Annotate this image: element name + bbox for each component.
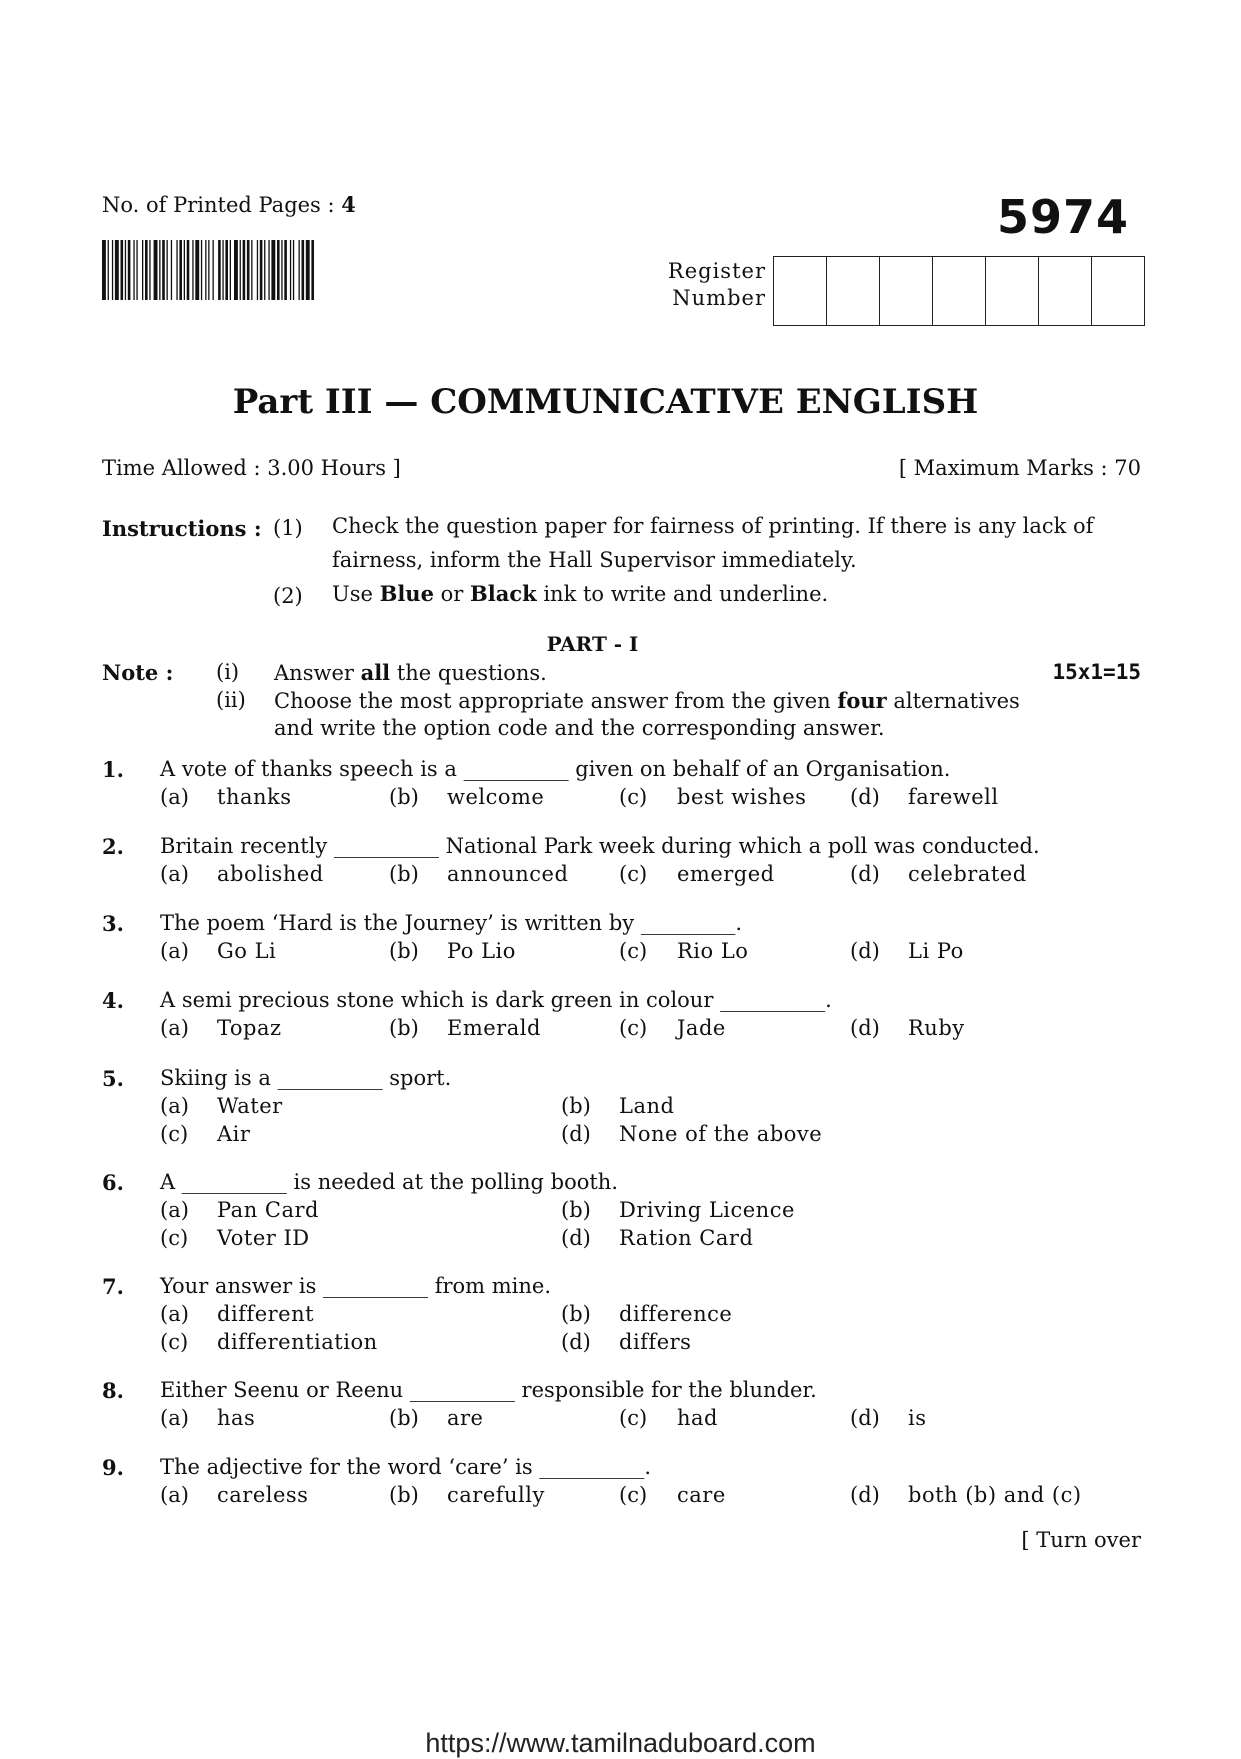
question-pre: A [160,1170,182,1194]
barcode-bar [184,240,185,300]
barcode-bar [201,240,202,300]
option-label: (d) [850,1406,880,1430]
question-pre: A semi precious stone which is dark green in colour [160,988,721,1012]
note-score: 15x1=15 [1052,660,1141,684]
option-label: (b) [389,1483,419,1507]
barcode-bar [171,240,172,300]
option-label: (c) [619,785,648,809]
barcode-bar [251,240,252,300]
instruction-number: (2) [273,584,303,608]
question-post: . [644,1455,652,1479]
barcode-bar [260,240,263,300]
barcode-bar [311,240,314,300]
question-number: 9. [102,1455,124,1480]
option-label: (d) [850,1016,880,1040]
option-text: Emerald [447,1016,541,1040]
option-label: (b) [561,1094,591,1118]
option-label: (c) [619,1483,648,1507]
option-label: (b) [389,862,419,886]
option-text: differs [619,1330,692,1354]
barcode-bar [277,240,280,300]
maximum-marks: [ Maximum Marks : 70 [898,456,1141,480]
barcode-bar [108,240,109,300]
register-digit-box[interactable] [933,257,986,325]
question-post: sport. [382,1066,452,1090]
barcode-bar [179,240,182,300]
question-number: 5. [102,1066,124,1091]
question-blank: __________ [277,1066,383,1090]
option-text: careless [217,1483,309,1507]
question-pre: Either Seenu or Reenu [160,1378,410,1402]
note-text-line2: and write the option code and the corresponding answer. [274,716,885,740]
option-label: (c) [619,1406,648,1430]
option-text: thanks [217,785,292,809]
option-label: (d) [850,785,880,809]
barcode-bar [284,240,287,300]
register-digit-box[interactable] [1039,257,1092,325]
option-text: Air [217,1122,251,1146]
option-label: (c) [619,862,648,886]
option-label: (b) [389,785,419,809]
option-text: has [217,1406,256,1430]
question-blank: __________ [323,1274,429,1298]
question-number: 8. [102,1378,124,1403]
barcode-bar [133,240,134,300]
instruction-1-line1: Check the question paper for fairness of printing. If there is any lack of [332,514,1094,538]
option-label: (d) [850,1483,880,1507]
barcode-bar [290,240,291,300]
option-text: emerged [677,862,775,886]
question-blank: _________ [640,911,736,935]
barcode-bar [208,240,209,300]
barcode-bar [149,240,150,300]
question-number: 7. [102,1274,124,1299]
barcode-bar [162,240,165,300]
question-number: 1. [102,757,124,782]
printed-pages [102,192,356,217]
question-number: 3. [102,911,124,936]
option-text: welcome [447,785,545,809]
question-pre: Skiing is a [160,1066,278,1090]
option-text: abolished [217,862,324,886]
option-text: Li Po [908,939,964,963]
barcode-bar [271,240,275,300]
note-number: (ii) [216,688,246,712]
footer-url[interactable]: https://www.tamilnaduboard.com [425,1728,816,1758]
time-allowed: Time Allowed : 3.00 Hours ] [102,456,401,480]
register-digit-box[interactable] [827,257,880,325]
question-post: from mine. [428,1274,552,1298]
barcode-bar [299,240,300,300]
question-text [160,1170,618,1194]
question-blank: __________ [463,757,569,781]
option-text: Driving Licence [619,1198,795,1222]
question-post: responsible for the blunder. [514,1378,817,1402]
question-text [160,911,742,935]
question-post: . [825,988,832,1012]
barcode-bar [192,240,193,300]
option-label: (b) [561,1302,591,1326]
question-text [160,834,1040,858]
barcode-bar [159,240,160,300]
question-post: is needed at the polling booth. [286,1170,619,1194]
barcode-bar [195,240,199,300]
option-text: are [447,1406,484,1430]
option-label: (b) [389,1406,419,1430]
option-label: (a) [160,785,189,809]
barcode-bar [115,240,119,300]
option-text: Ruby [908,1016,965,1040]
register-label-line2: Number [672,286,766,310]
register-digit-box[interactable] [774,257,827,325]
option-text: is [908,1406,927,1430]
barcode-bar [218,240,221,300]
note-text: Answer all the questions. [274,660,547,685]
option-label: (a) [160,1198,189,1222]
instruction-text: Use Blue or Black ink to write and underline. [332,581,829,606]
barcode-bar [154,240,158,300]
register-digit-box[interactable] [986,257,1039,325]
option-label: (d) [561,1330,591,1354]
barcode-bar [293,240,294,300]
question-blank: __________ [333,834,439,858]
option-label: (a) [160,862,189,886]
barcode-bar [234,240,238,300]
question-number: 4. [102,988,124,1013]
barcode-bar [268,240,269,300]
option-label: (c) [160,1122,189,1146]
option-label: (c) [160,1226,189,1250]
barcode-bar [222,240,223,300]
barcode-bar [136,240,137,300]
instructions-label: Instructions : [102,516,262,541]
barcode-bar [230,240,231,300]
option-text: different [217,1302,315,1326]
option-text: Water [217,1094,283,1118]
barcode-bar [145,240,148,300]
printed-pages-label: No. of Printed Pages : [102,193,342,217]
barcode-bar [302,240,305,300]
option-text: differentiation [217,1330,378,1354]
option-text: care [677,1483,726,1507]
register-digit-box[interactable] [880,257,933,325]
note-label: Note : [102,660,174,685]
option-text: Jade [677,1016,726,1040]
question-text [160,757,950,781]
barcode [102,240,454,300]
barcode-bar [306,240,310,300]
register-number-boxes[interactable] [773,256,1145,326]
option-text: Go Li [217,939,277,963]
barcode-bar [142,240,143,300]
question-text [160,988,832,1012]
question-blank: __________ [720,988,826,1012]
barcode-bar [264,240,265,300]
instruction-number: (1) [273,516,303,540]
barcode-bar [102,240,106,300]
turn-over: [ Turn over [1021,1528,1141,1552]
option-label: (a) [160,1016,189,1040]
barcode-bar [112,240,113,300]
register-number-label [640,258,766,312]
option-text: both (b) and (c) [908,1483,1082,1507]
barcode-bar [121,240,124,300]
barcode-bar [176,240,177,300]
option-text: difference [619,1302,733,1326]
option-text: Po Lio [447,939,516,963]
barcode-bar [213,240,214,300]
barcode-bar [257,240,258,300]
option-text: Rio Lo [677,939,749,963]
option-text: Pan Card [217,1198,319,1222]
register-digit-box[interactable] [1092,257,1144,325]
option-label: (c) [619,1016,648,1040]
option-label: (a) [160,1094,189,1118]
question-text [160,1274,551,1298]
question-text [160,1455,651,1479]
option-text: farewell [908,785,999,809]
barcode-bar [243,240,246,300]
question-text [160,1066,451,1090]
option-text: celebrated [908,862,1027,886]
paper-code: 5974 [996,190,1129,244]
paper-title: Part III — COMMUNICATIVE ENGLISH [232,382,979,422]
option-label: (c) [619,939,648,963]
option-label: (b) [389,939,419,963]
question-number: 6. [102,1170,124,1195]
option-label: (d) [850,862,880,886]
register-label-line1: Register [667,259,766,283]
barcode-bar [225,240,228,300]
question-pre: A vote of thanks speech is a [160,757,464,781]
question-pre: The poem ‘Hard is the Journey’ is written by [160,911,641,935]
option-text: had [677,1406,718,1430]
note-text: Choose the most appropriate answer from the given four alternatives [274,688,1020,713]
note-number: (i) [216,660,240,684]
option-text: Voter ID [217,1226,310,1250]
question-pre: Britain recently [160,834,334,858]
question-blank: __________ [181,1170,287,1194]
question-pre: The adjective for the word ‘care’ is [160,1455,540,1479]
question-post: . [735,911,743,935]
question-post: given on behalf of an Organisation. [568,757,951,781]
question-text [160,1378,817,1402]
option-label: (a) [160,1406,189,1430]
option-label: (d) [561,1122,591,1146]
barcode-bar [205,240,206,300]
option-label: (a) [160,939,189,963]
option-label: (d) [561,1226,591,1250]
option-label: (b) [389,1016,419,1040]
question-post: National Park week during which a poll was conducted. [438,834,1040,858]
barcode-bar [281,240,282,300]
question-number: 2. [102,834,124,859]
option-label: (a) [160,1483,189,1507]
option-text: best wishes [677,785,807,809]
part-heading: PART - I [546,632,639,656]
question-pre: Your answer is [160,1274,324,1298]
option-text: Topaz [217,1016,282,1040]
option-label: (d) [850,939,880,963]
barcode-bar [247,240,250,300]
printed-pages-value: 4 [341,192,356,217]
barcode-bar [128,240,131,300]
option-label: (a) [160,1302,189,1326]
barcode-bar [187,240,190,300]
option-text: None of the above [619,1122,823,1146]
instruction-1-line2: fairness, inform the Hall Supervisor immediately. [332,548,857,572]
question-blank: __________ [539,1455,645,1479]
option-text: announced [447,862,569,886]
option-text: Ration Card [619,1226,754,1250]
barcode-bar [240,240,241,300]
barcode-bar [167,240,168,300]
option-label: (c) [160,1330,189,1354]
instruction-text [332,509,1144,577]
option-label: (b) [561,1198,591,1222]
option-text: carefully [447,1483,545,1507]
option-text: Land [619,1094,675,1118]
barcode-bar [125,240,126,300]
question-blank: __________ [409,1378,515,1402]
